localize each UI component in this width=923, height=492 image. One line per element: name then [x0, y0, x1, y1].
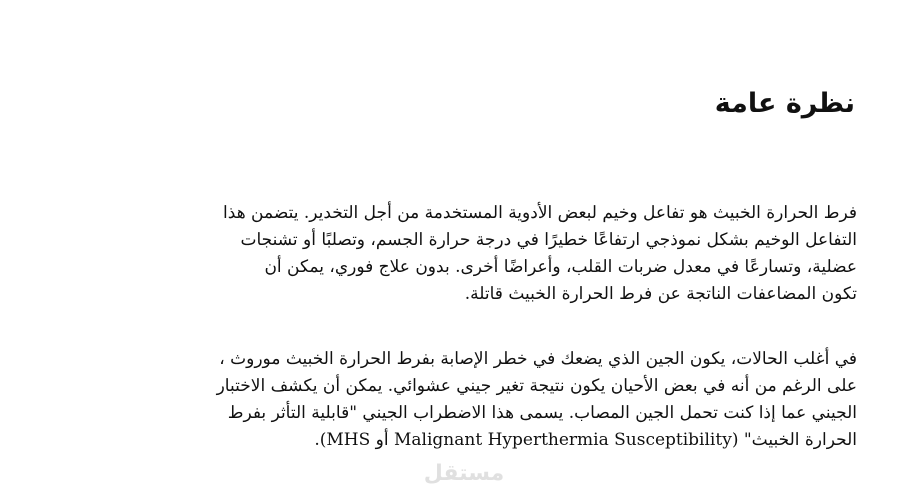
paragraph-line: عضلية، وتسارعًا في معدل ضربات القلب، وأعراضًا أخرى. بدون علاج فوري، يمكن أن: [264, 257, 857, 277]
watermark-logo: [409, 452, 519, 492]
paragraph-line: فرط الحرارة الخبيث هو تفاعل وخيم لبعض الأدوية المستخدمة من أجل التخدير. يتضمن هذا: [223, 203, 857, 223]
paragraph-line: في أغلب الحالات، يكون الجين الذي يضعك في خطر الإصابة بفرط الحرارة الخبيث موروث ،: [219, 349, 857, 369]
overview-paragraph: [157, 200, 857, 308]
paragraph-line: تكون المضاعفات الناتجة عن فرط الحرارة الخبيث قاتلة.: [464, 284, 857, 304]
svg-text:مستقل: مستقل: [423, 461, 505, 486]
paragraph-line: التفاعل الوخيم بشكل نموذجي ارتفاعًا خطيرًا في درجة حرارة الجسم، وتصلبًا أو تشنجات: [240, 230, 857, 250]
section-heading: نظرة عامة: [714, 88, 855, 119]
paragraph-line: الجيني عما إذا كنت تحمل الجين المصاب. يسمى هذا الاضطراب الجيني "قابلية التأثر بفرط: [227, 403, 857, 423]
genetics-paragraph: [157, 346, 857, 454]
paragraph-line: على الرغم من أنه في بعض الأحيان يكون نتيجة تغير جيني عشوائي. يمكن أن يكشف الاختبار: [216, 376, 857, 396]
paragraph-line: الحرارة الخبيث" (Malignant Hyperthermia Susceptibility أو MHS).: [314, 430, 857, 450]
